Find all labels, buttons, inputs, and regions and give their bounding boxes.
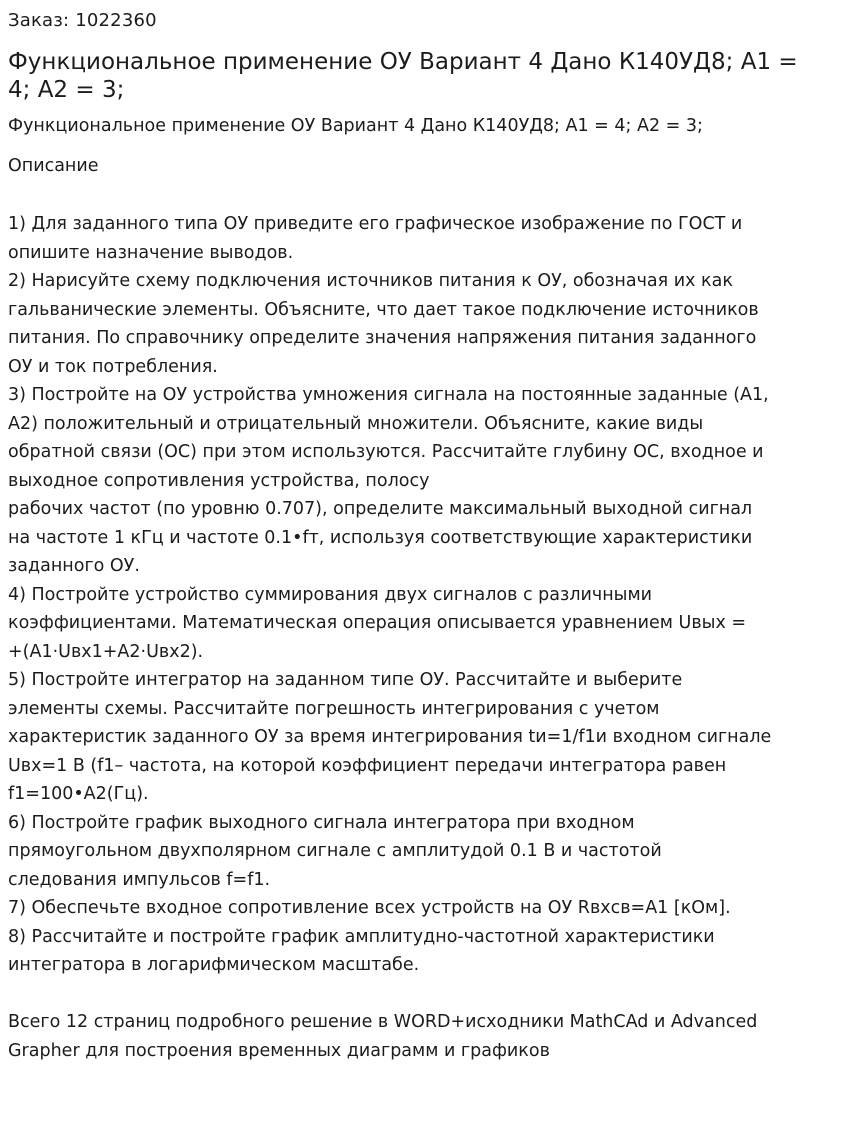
title-line: 4; А2 = 3; bbox=[8, 77, 125, 103]
footer-line: Grapher для построения временных диаграмм и графиков bbox=[8, 1040, 550, 1061]
body-line: интегратора в логарифмическом масштабе. bbox=[8, 955, 420, 975]
body-line: 7) Обеспечьте входное сопротивление всех устройств на ОУ Rвхсв=А1 [кОм]. bbox=[8, 898, 731, 918]
body-line: коэффициентами. Математическая операция описывается уравнением Uвых = bbox=[8, 613, 747, 633]
body-line: 8) Рассчитайте и постройте график амплитудно-частотной характеристики bbox=[8, 926, 715, 947]
body-line: питания. По справочнику определите значения напряжения питания заданного bbox=[8, 328, 757, 348]
body-line: элементы схемы. Рассчитайте погрешность интегрирования с учетом bbox=[8, 698, 660, 719]
description-body bbox=[8, 210, 839, 1065]
body-line: прямоугольном двухполярном сигнале с амплитудой 0.1 В и частотой bbox=[8, 841, 662, 861]
body-line: обратной связи (ОС) при этом используются. Рассчитайте глубину ОС, входное и bbox=[8, 442, 764, 462]
body-line: характеристик заданного ОУ за время интегрирования tи=1/f1и входном сигнале bbox=[8, 727, 772, 747]
body-line: рабочих частот (по уровню 0.707), определите максимальный выходной сигнал bbox=[8, 499, 753, 519]
body-line: 2) Нарисуйте схему подключения источников питания к ОУ, обозначая их как bbox=[8, 271, 733, 291]
body-line: 4) Постройте устройство суммирования двух сигналов с различными bbox=[8, 584, 653, 605]
subtitle: Функциональное применение ОУ Вариант 4 Дано К140УД8; А1 = 4; А2 = 3; bbox=[8, 116, 703, 136]
body-line: f1=100•А2(Гц). bbox=[8, 784, 149, 804]
body-line: А2) положительный и отрицательный множители. Объясните, какие виды bbox=[8, 413, 704, 434]
paragraph-spacer bbox=[8, 980, 839, 1009]
title-line: Функциональное применение ОУ Вариант 4 Дано К140УД8; А1 = bbox=[8, 49, 798, 75]
body-line: 6) Постройте график выходного сигнала интегратора при входном bbox=[8, 812, 635, 833]
body-line: 5) Постройте интегратор на заданном типе ОУ. Рассчитайте и выберите bbox=[8, 670, 683, 690]
body-line: Uвх=1 В (f1– частота, на которой коэффициент передачи интегратора равен bbox=[8, 755, 727, 776]
body-line: на частоте 1 кГц и частоте 0.1•fт, используя соответствующие характеристики bbox=[8, 527, 753, 548]
footer-line: Всего 12 страниц подробного решение в WORD+исходники MathCAd и Advanced bbox=[8, 1012, 758, 1032]
body-line: опишите назначение выводов. bbox=[8, 242, 294, 263]
body-line: заданного ОУ. bbox=[8, 556, 140, 576]
body-line: гальванические элементы. Объясните, что дает такое подключение источников bbox=[8, 299, 759, 320]
body-line: 1) Для заданного типа ОУ приведите его графическое изображение по ГОСТ и bbox=[8, 214, 743, 234]
order-number: Заказ: 1022360 bbox=[8, 10, 157, 31]
page-title bbox=[8, 48, 839, 104]
body-line: 3) Постройте на ОУ устройства умножения сигнала на постоянные заданные (А1, bbox=[8, 385, 769, 405]
body-line: +(А1·Uвх1+А2·Uвх2). bbox=[8, 641, 204, 662]
body-line: выходное сопротивления устройства, полосу bbox=[8, 470, 430, 491]
body-line: следования импульсов f=f1. bbox=[8, 869, 271, 890]
description-heading: Описание bbox=[8, 156, 99, 176]
body-line: ОУ и ток потребления. bbox=[8, 356, 218, 377]
